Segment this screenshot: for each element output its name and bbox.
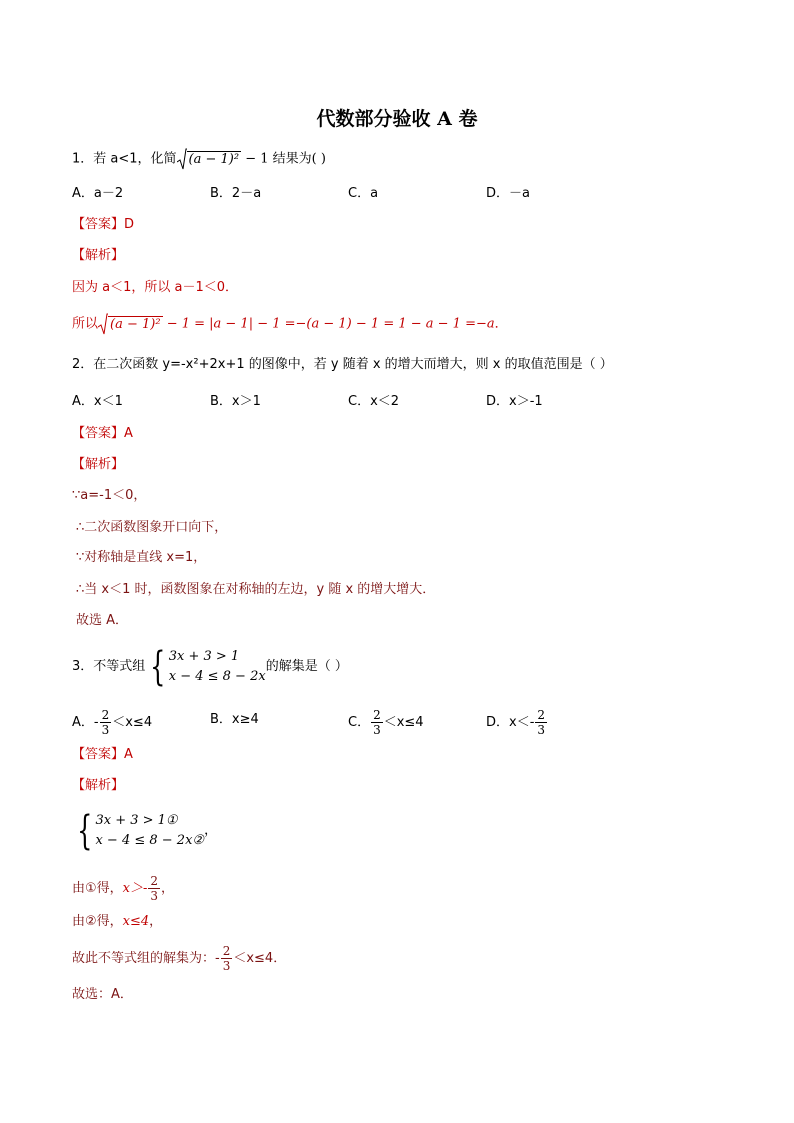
question-3-stem: 3．不等式组 { 3x + 3 > 1 x − 4 ≤ 8 − 2x 的解集是（ ） <box>72 643 348 690</box>
sqrt-icon <box>98 313 108 335</box>
q1-option-a: A．a－2 <box>72 186 124 201</box>
q3-answer: 【答案】A <box>72 747 133 762</box>
q3-option-b: B．x≥4 <box>210 712 259 727</box>
q1-analysis-label: 【解析】 <box>72 248 125 263</box>
q2-option-a: A．x＜1 <box>72 394 123 409</box>
q3-option-d: D．x＜- $\frac{2}{3}$ <box>486 708 546 737</box>
q3-solution-system: { 3x + 3 > 1① x − 4 ≤ 8 − 2x② ， <box>77 807 218 854</box>
radical-sign: (a − 1)² <box>177 148 242 170</box>
q1-analysis-line-2: 所以 (a − 1)² − 1 = |a − 1| − 1 =−(a − 1) − 1 = 1 − a − 1 =−a． <box>72 313 508 335</box>
q1-option-d: D．－a <box>486 186 530 201</box>
q3-final-choice: 故选：A． <box>72 987 133 1002</box>
q3-step-1: 由①得，x＞- $\frac{2}{3}$ ， <box>72 874 175 903</box>
q2-analysis-label: 【解析】 <box>72 457 125 472</box>
q2-analysis-line-1: ∵a=-1＜0， <box>72 488 147 503</box>
inequality-system: { 3x + 3 > 1 x − 4 ≤ 8 − 2x <box>150 643 266 690</box>
q3-step-2: 由②得，x≤4， <box>72 914 163 929</box>
q3-step-3: 故此不等式组的解集为：- $\frac{2}{3}$ ＜x≤4． <box>72 944 287 973</box>
page-title: 代数部分验收 A 卷 <box>316 108 478 130</box>
q2-option-d: D．x＞-1 <box>486 394 543 409</box>
q2-option-b: B．x＞1 <box>210 394 261 409</box>
q2-analysis-line-2: ∴二次函数图象开口向下， <box>76 520 228 535</box>
q1-option-c: C．a <box>348 186 379 201</box>
q2-answer: 【答案】A <box>72 426 133 441</box>
q2-analysis-line-3: ∵对称轴是直线 x=1， <box>76 550 207 565</box>
q3-analysis-label: 【解析】 <box>72 778 125 793</box>
q1-answer: 【答案】D <box>72 217 135 232</box>
question-2-stem: 2．在二次函数 y=-x²+2x+1 的图像中，若 y 随着 x 的增大而增大，则 x 的取值范围是（ ） <box>72 357 613 372</box>
sqrt-icon <box>177 148 187 170</box>
q1-option-b: B．2－a <box>210 186 262 201</box>
q2-analysis-line-4: ∴当 x＜1 时，函数图象在对称轴的左边，y 随 x 的增大增大． <box>76 582 436 597</box>
q3-option-c: C． $\frac{2}{3}$ ＜x≤4 <box>348 708 424 737</box>
q1-analysis-line-1: 因为 a＜1，所以 a－1＜0． <box>72 280 239 295</box>
q2-option-c: C．x＜2 <box>348 394 400 409</box>
q2-analysis-line-5: 故选 A． <box>76 613 129 628</box>
q3-option-a: A．- $\frac{2}{3}$ ＜x≤4 <box>72 708 153 737</box>
question-1-stem: 1．若 a<1，化简 (a − 1)² − 1 结果为( ) <box>72 148 326 170</box>
